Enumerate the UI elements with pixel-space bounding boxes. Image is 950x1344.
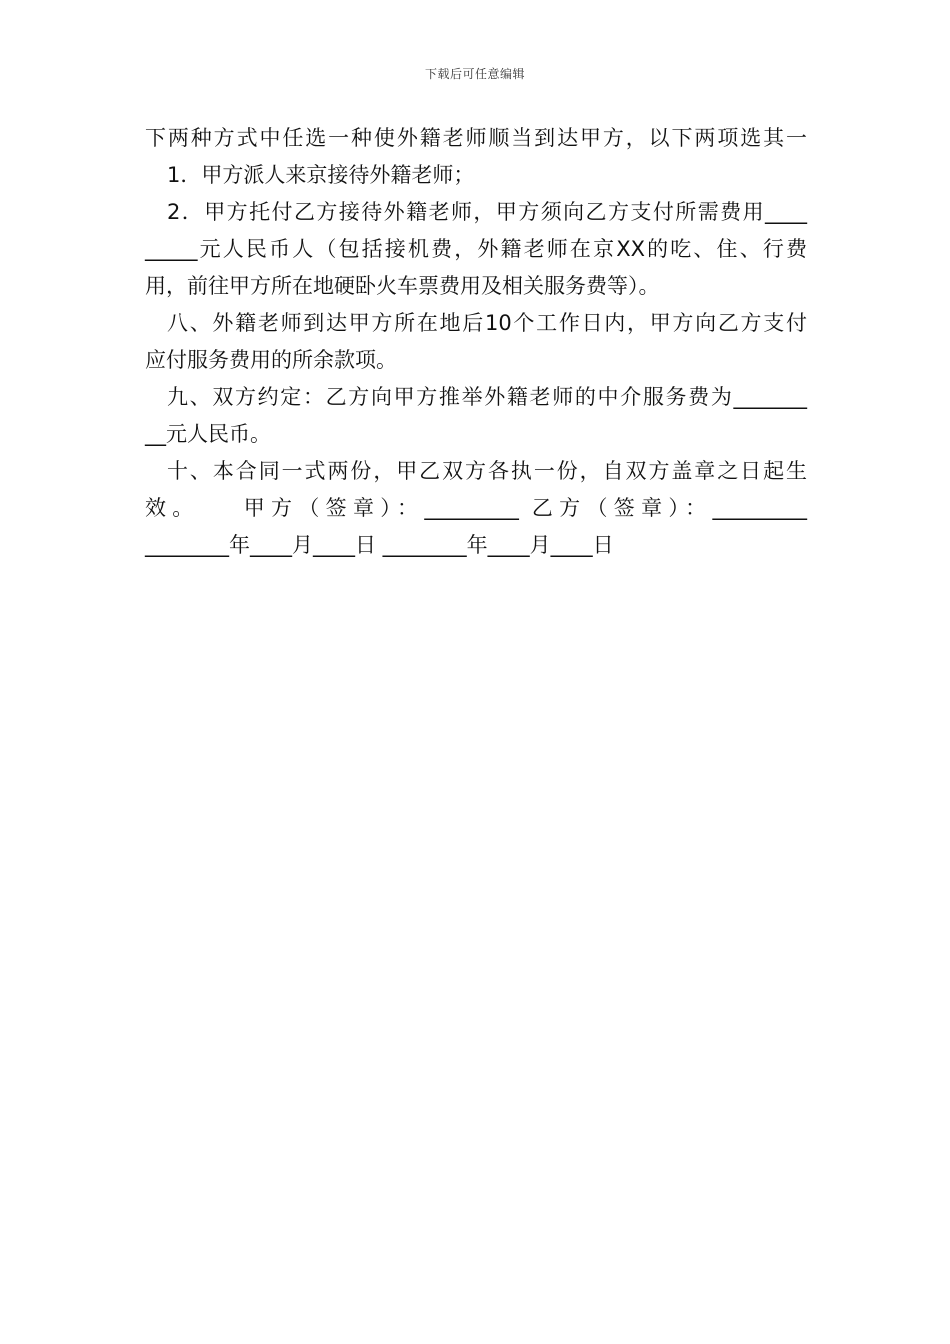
paragraph-line: 1．甲方派人来京接待外籍老师；	[167, 163, 475, 187]
signature-line: 效。 甲方（签章）：_________ 乙方（签章）：_________	[145, 496, 807, 520]
page-header: 下载后可任意编辑	[424, 67, 525, 81]
paragraph-line: 九、双方约定：乙方向甲方推举外籍老师的中介服务费为_______	[167, 385, 807, 409]
paragraph-line: 2．甲方托付乙方接待外籍老师，甲方须向乙方支付所需费用____	[167, 200, 807, 224]
paragraph-line: 应付服务费用的所余款项。	[145, 348, 397, 372]
paragraph-line: _____元人民币人（包括接机费，外籍老师在京XX的吃、住、行费	[145, 237, 807, 261]
paragraph-line: 十、本合同一式两份，甲乙双方各执一份，自双方盖章之日起生	[167, 459, 807, 483]
paragraph-line: 八、外籍老师到达甲方所在地后10个工作日内，甲方向乙方支付	[167, 311, 807, 335]
paragraph-line: __元人民币。	[145, 422, 271, 446]
date-line: ________年____月____日 ________年____月____日	[145, 533, 614, 557]
paragraph-line: 下两种方式中任选一种使外籍老师顺当到达甲方，以下两项选其一	[145, 126, 807, 150]
paragraph-line: 用，前往甲方所在地硬卧火车票费用及相关服务费等）。	[145, 274, 660, 298]
document-body	[145, 120, 807, 564]
